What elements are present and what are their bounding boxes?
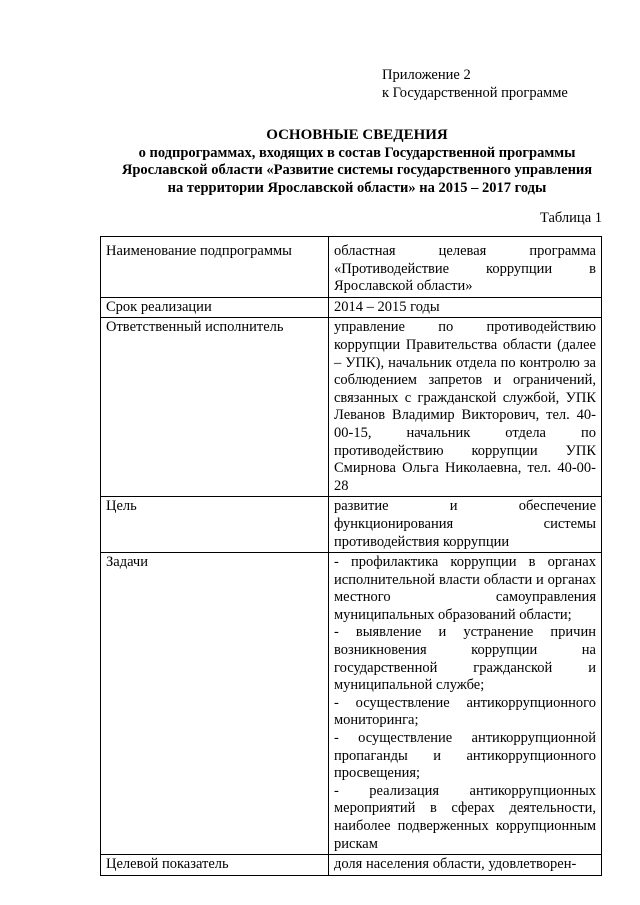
row-value: доля населения области, удовлетворен- xyxy=(329,855,602,876)
table-row xyxy=(101,318,602,497)
table-row xyxy=(101,855,602,876)
row-label: Ответственный исполнитель xyxy=(101,318,329,497)
table-label: Таблица 1 xyxy=(539,210,602,226)
appendix-note xyxy=(382,66,568,102)
row-value-list xyxy=(329,553,602,855)
task-item: - реализация антикоррупционных мероприятий в сферах деятельности, наиболее подверженных коррупционным рискам xyxy=(334,782,596,852)
heading-line-2: Ярославской области «Развитие системы государственного управления xyxy=(121,162,593,178)
row-label: Задачи xyxy=(101,553,329,855)
heading-line-3: на территории Ярославской области» на 2015 – 2017 годы xyxy=(167,179,547,196)
task-item: - профилактика коррупции в органах исполнительной власти области и органах местного самоуправления муниципальных образований области; xyxy=(334,554,596,623)
row-value: областная целевая программа «Противодействие коррупции в Ярославской области» xyxy=(329,237,602,298)
appendix-line-2: к Государственной программе xyxy=(382,85,568,101)
row-label: Целевой показатель xyxy=(101,855,329,876)
row-value: развитие и обеспечение функционирования системы противодействия коррупции xyxy=(329,497,602,553)
row-value: управление по противодействию коррупции Правительства области (далее – УПК), начальник отдела по контролю за соблюдением запретов и ограничений, связанных с гражданской службой, УПК Леванов Владимир Викторович, тел. 40-00-15, начальник отдела по противодействию коррупции УПК Смирнова Ольга Николаевна, тел. 40-00-28 xyxy=(329,318,602,497)
row-label: Цель xyxy=(101,497,329,553)
row-value: 2014 – 2015 годы xyxy=(329,297,602,318)
row-label: Срок реализации xyxy=(101,297,329,318)
row-label: Наименование подпрограммы xyxy=(101,237,329,298)
table-row xyxy=(101,297,602,318)
appendix-line-1: Приложение 2 xyxy=(382,67,471,83)
task-item: - осуществление антикоррупционной пропаганды и антикоррупционного просвещения; xyxy=(334,730,596,782)
table-row xyxy=(101,553,602,855)
task-item: - осуществление антикоррупционного мониторинга; xyxy=(334,694,596,729)
subprogram-info-table xyxy=(100,236,602,876)
task-item: - выявление и устранение причин возникновения коррупции на государственной гражданской и муниципальной службе; xyxy=(334,624,596,694)
heading-title: ОСНОВНЫЕ СВЕДЕНИЯ xyxy=(266,127,448,143)
table-row xyxy=(101,237,602,298)
table-row xyxy=(101,497,602,553)
heading-line-1: о подпрограммах, входящих в состав Государственной программы xyxy=(138,144,576,161)
document-heading xyxy=(92,127,622,197)
